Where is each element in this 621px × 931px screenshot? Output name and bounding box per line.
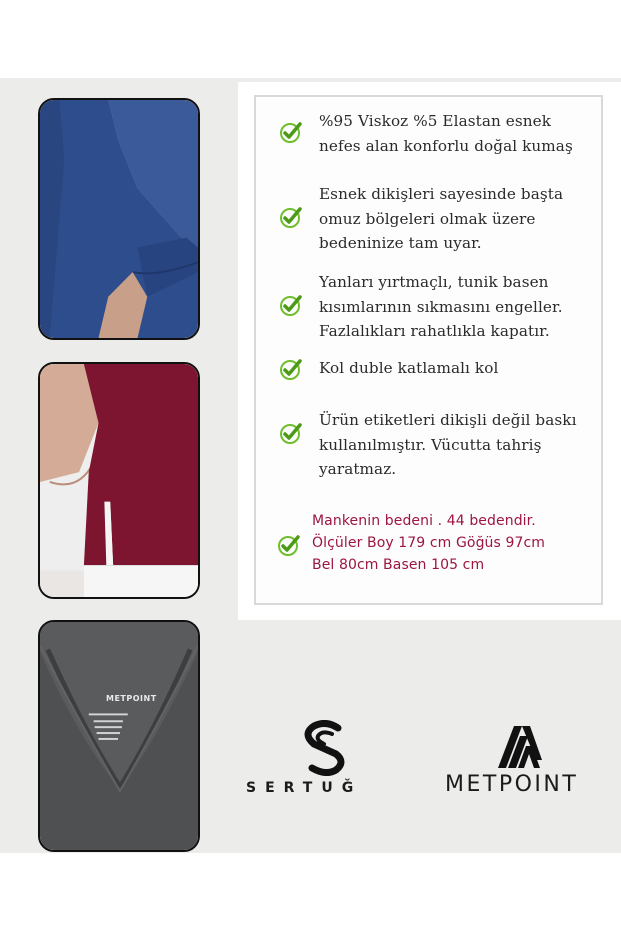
sertug-brand-name: SERTUĞ — [246, 780, 363, 796]
metpoint-logo-icon — [494, 722, 544, 768]
checkmark-icon — [278, 356, 304, 382]
model-info-text — [312, 510, 597, 576]
checkmark-icon — [276, 532, 302, 558]
feature-card — [238, 82, 621, 620]
checkmark-icon — [278, 292, 304, 318]
feature-text: Kol duble katlamalı kol — [319, 359, 499, 377]
model-measure-line-2: Bel 80cm Basen 105 cm — [312, 557, 485, 573]
metpoint-brand-name: METPOINT — [445, 772, 579, 797]
brand-logos — [238, 700, 621, 820]
product-photo-slit[interactable] — [38, 362, 200, 599]
product-photo-sleeve[interactable] — [38, 98, 200, 340]
checkmark-icon — [278, 420, 304, 446]
checkmark-icon — [278, 119, 304, 145]
feature-text: Yanları yırtmaçlı, tunik basen kısımlarının sıkmasını engeller. Fazlalıkları rahatlıkla kapatır. — [319, 273, 563, 340]
feature-text: Ürün etiketleri dikişli değil baskı kullanılmıştır. Vücutta tahriş yaratmaz. — [319, 411, 577, 478]
product-photo-label[interactable] — [38, 620, 200, 852]
feature-text: %95 Viskoz %5 Elastan esnek nefes alan konforlu doğal kumaş — [319, 112, 573, 155]
sertug-logo-icon — [298, 720, 354, 776]
model-measure-line: Ölçüler Boy 179 cm Göğüs 97cm — [312, 535, 546, 551]
feature-card-frame — [254, 95, 603, 605]
model-size-line: Mankenin bedeni . 44 bedendir. — [312, 513, 536, 529]
feature-text: Esnek dikişleri sayesinde başta omuz bölgeleri olmak üzere bedeninize tam uyar. — [319, 185, 564, 252]
checkmark-icon — [278, 204, 304, 230]
label-brand-print: METPOINT — [106, 694, 157, 703]
